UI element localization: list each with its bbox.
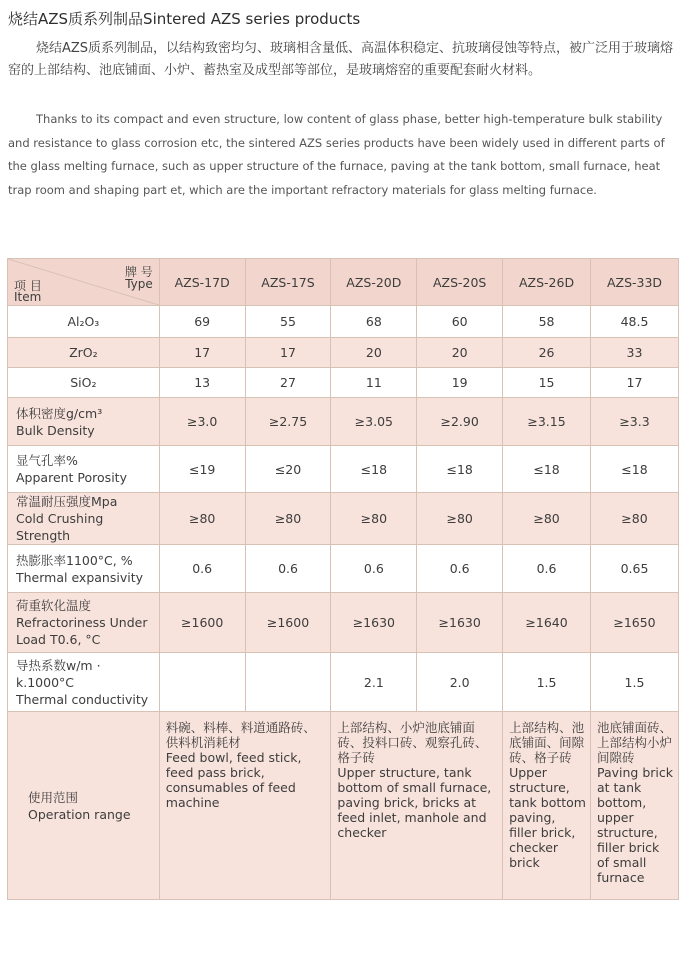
table-cell: ≤18 [591, 446, 679, 493]
operation-range-cell [159, 712, 331, 900]
table-cell: ≤18 [331, 446, 417, 493]
table-cell: 68 [331, 306, 417, 338]
row-label-cn: 使用范围 [28, 789, 79, 805]
table-cell: 17 [245, 338, 331, 368]
table-row-bulk-density [8, 398, 679, 446]
row-label-en: Cold Crushing Strength [16, 511, 104, 543]
operation-range-en: Feed bowl, feed stick, feed pass brick, consumables of feed machine [165, 750, 302, 810]
table-cell: ≥1630 [331, 593, 417, 653]
grade-header: AZS-17D [159, 259, 245, 306]
intro-english: Thanks to its compact and even structure, low content of glass phase, better high-temperature bulk stability and resistance to glass corrosion etc, the sintered AZS series products have been widely used in different parts of the glass melting furnace, such as upper structure of the furnace, paving at the tank bottom, small furnace, heat trap room and shaping part et, which are the important refractory materials for glass melting furnace. [8, 112, 665, 197]
row-label [8, 653, 160, 712]
table-cell: 2.1 [331, 653, 417, 712]
table-cell: 55 [245, 306, 331, 338]
grade-header: AZS-20D [331, 259, 417, 306]
table-cell: 1.5 [591, 653, 679, 712]
row-label [8, 593, 160, 653]
row-label-en: Thermal conductivity [16, 691, 149, 707]
table-row-zro2 [8, 338, 679, 368]
intro-chinese: 烧结AZS质系列制品，以结构致密均匀、玻璃相含量低、高温体积稳定、抗玻璃侵蚀等特点，被广泛用于玻璃熔窑的上部结构、池底铺面、小炉、蓄热室及成型部等部位，是玻璃熔窑的重要配套耐火材料。 [8, 41, 674, 78]
table-cell: 0.6 [245, 545, 331, 593]
row-label-cn: 体积密度g/cm³ [16, 405, 103, 421]
header-brand-en: Type [125, 277, 153, 291]
row-label-en: Bulk Density [16, 422, 95, 438]
table-row-refractoriness-under-load [8, 593, 679, 653]
specification-table [7, 258, 679, 900]
table-cell: 13 [159, 368, 245, 398]
row-label [8, 446, 160, 493]
table-cell: 0.65 [591, 545, 679, 593]
table-cell: ≥1650 [591, 593, 679, 653]
table-row-thermal-expansivity [8, 545, 679, 593]
operation-range-en: Paving brick at tank bottom, upper structure, filler brick of small furnace [597, 765, 673, 885]
row-label-cn: 显气孔率% [16, 453, 78, 468]
table-cell: 26 [503, 338, 591, 368]
table-row-sio2 [8, 368, 679, 398]
table-cell: ≥80 [331, 493, 417, 545]
header-brand-cn: 牌 号 [124, 265, 153, 279]
table-cell: 33 [591, 338, 679, 368]
operation-range-en: Upper structure, tank bottom paving, filler brick, checker brick [509, 765, 586, 870]
table-cell: 11 [331, 368, 417, 398]
table-cell: 2.0 [417, 653, 503, 712]
header-item-en: Item [14, 290, 42, 304]
table-cell: ≥1640 [503, 593, 591, 653]
table-cell: 27 [245, 368, 331, 398]
operation-range-cn: 上部结构、小炉池底铺面砖、投料口砖、观察孔砖、格子砖 [337, 720, 488, 765]
row-label-cn: 常温耐压强度Mpa [16, 494, 118, 509]
row-label-en: Refractoriness Under Load T0.6, °C [16, 615, 148, 647]
row-label [8, 712, 160, 900]
row-label: ZrO₂ [8, 338, 160, 368]
table-cell: 58 [503, 306, 591, 338]
table-cell: 20 [417, 338, 503, 368]
table-cell: ≤20 [245, 446, 331, 493]
table-cell: 15 [503, 368, 591, 398]
table-cell: ≥3.05 [331, 398, 417, 446]
operation-range-cn: 上部结构、池底铺面、间隙砖、格子砖 [509, 720, 585, 765]
table-cell: ≤19 [159, 446, 245, 493]
table-cell: ≤18 [503, 446, 591, 493]
row-label: Al₂O₃ [8, 306, 160, 338]
row-label [8, 398, 160, 446]
table-cell: ≥80 [159, 493, 245, 545]
table-row-cold-crushing-strength [8, 493, 679, 545]
table-cell: ≥80 [503, 493, 591, 545]
table-header-row [8, 259, 679, 306]
grade-header: AZS-33D [591, 259, 679, 306]
table-cell: ≥1630 [417, 593, 503, 653]
table-cell: 20 [331, 338, 417, 368]
table-cell: ≥3.0 [159, 398, 245, 446]
table-cell [245, 653, 331, 712]
header-corner-cell [8, 259, 160, 306]
page-title: 烧结AZS质系列制品Sintered AZS series products [8, 10, 361, 28]
operation-range-cell [503, 712, 591, 900]
table-cell: 60 [417, 306, 503, 338]
row-label [8, 493, 160, 545]
row-label-cn: 热膨胀率1100°C, % [16, 552, 133, 568]
table-cell: 19 [417, 368, 503, 398]
header-item-cn: 项 目 [14, 279, 42, 293]
row-label-cn: 导热系数w/m · k.1000°C [16, 657, 101, 690]
table-cell: ≥2.90 [417, 398, 503, 446]
table-cell: 17 [591, 368, 679, 398]
row-label-en: Apparent Porosity [16, 470, 127, 485]
operation-range-cn: 料碗、料棒、料道通路砖、供料机消耗材 [165, 720, 316, 750]
grade-header: AZS-20S [417, 259, 503, 306]
operation-range-en: Upper structure, tank bottom of small furnace, paving brick, bricks at feed inlet, manhole and checker [337, 765, 492, 840]
table-cell: 69 [159, 306, 245, 338]
table-cell: ≥80 [417, 493, 503, 545]
table-cell: ≥2.75 [245, 398, 331, 446]
row-label-en: Thermal expansivity [16, 569, 143, 585]
grade-header: AZS-17S [245, 259, 331, 306]
table-cell: 17 [159, 338, 245, 368]
table-cell: 0.6 [331, 545, 417, 593]
table-cell: ≥1600 [159, 593, 245, 653]
table-cell: ≥3.15 [503, 398, 591, 446]
operation-range-cell [331, 712, 503, 900]
row-label-en: Operation range [28, 806, 131, 822]
table-cell: 48.5 [591, 306, 679, 338]
row-label-cn: 荷重软化温度 [16, 598, 92, 613]
table-cell [159, 653, 245, 712]
operation-range-cn: 池底铺面砖、上部结构小炉间隙砖 [597, 720, 673, 765]
row-label [8, 545, 160, 593]
table-cell: 0.6 [417, 545, 503, 593]
operation-range-cell [591, 712, 679, 900]
table-row-operation-range [8, 712, 679, 900]
table-cell: 1.5 [503, 653, 591, 712]
table-cell: ≥80 [591, 493, 679, 545]
table-row-thermal-conductivity [8, 653, 679, 712]
table-cell: ≥80 [245, 493, 331, 545]
table-row-al2o3 [8, 306, 679, 338]
table-cell: ≥1600 [245, 593, 331, 653]
table-cell: 0.6 [159, 545, 245, 593]
table-cell: ≤18 [417, 446, 503, 493]
grade-header: AZS-26D [503, 259, 591, 306]
table-cell: 0.6 [503, 545, 591, 593]
table-cell: ≥3.3 [591, 398, 679, 446]
table-row-apparent-porosity [8, 446, 679, 493]
row-label: SiO₂ [8, 368, 160, 398]
